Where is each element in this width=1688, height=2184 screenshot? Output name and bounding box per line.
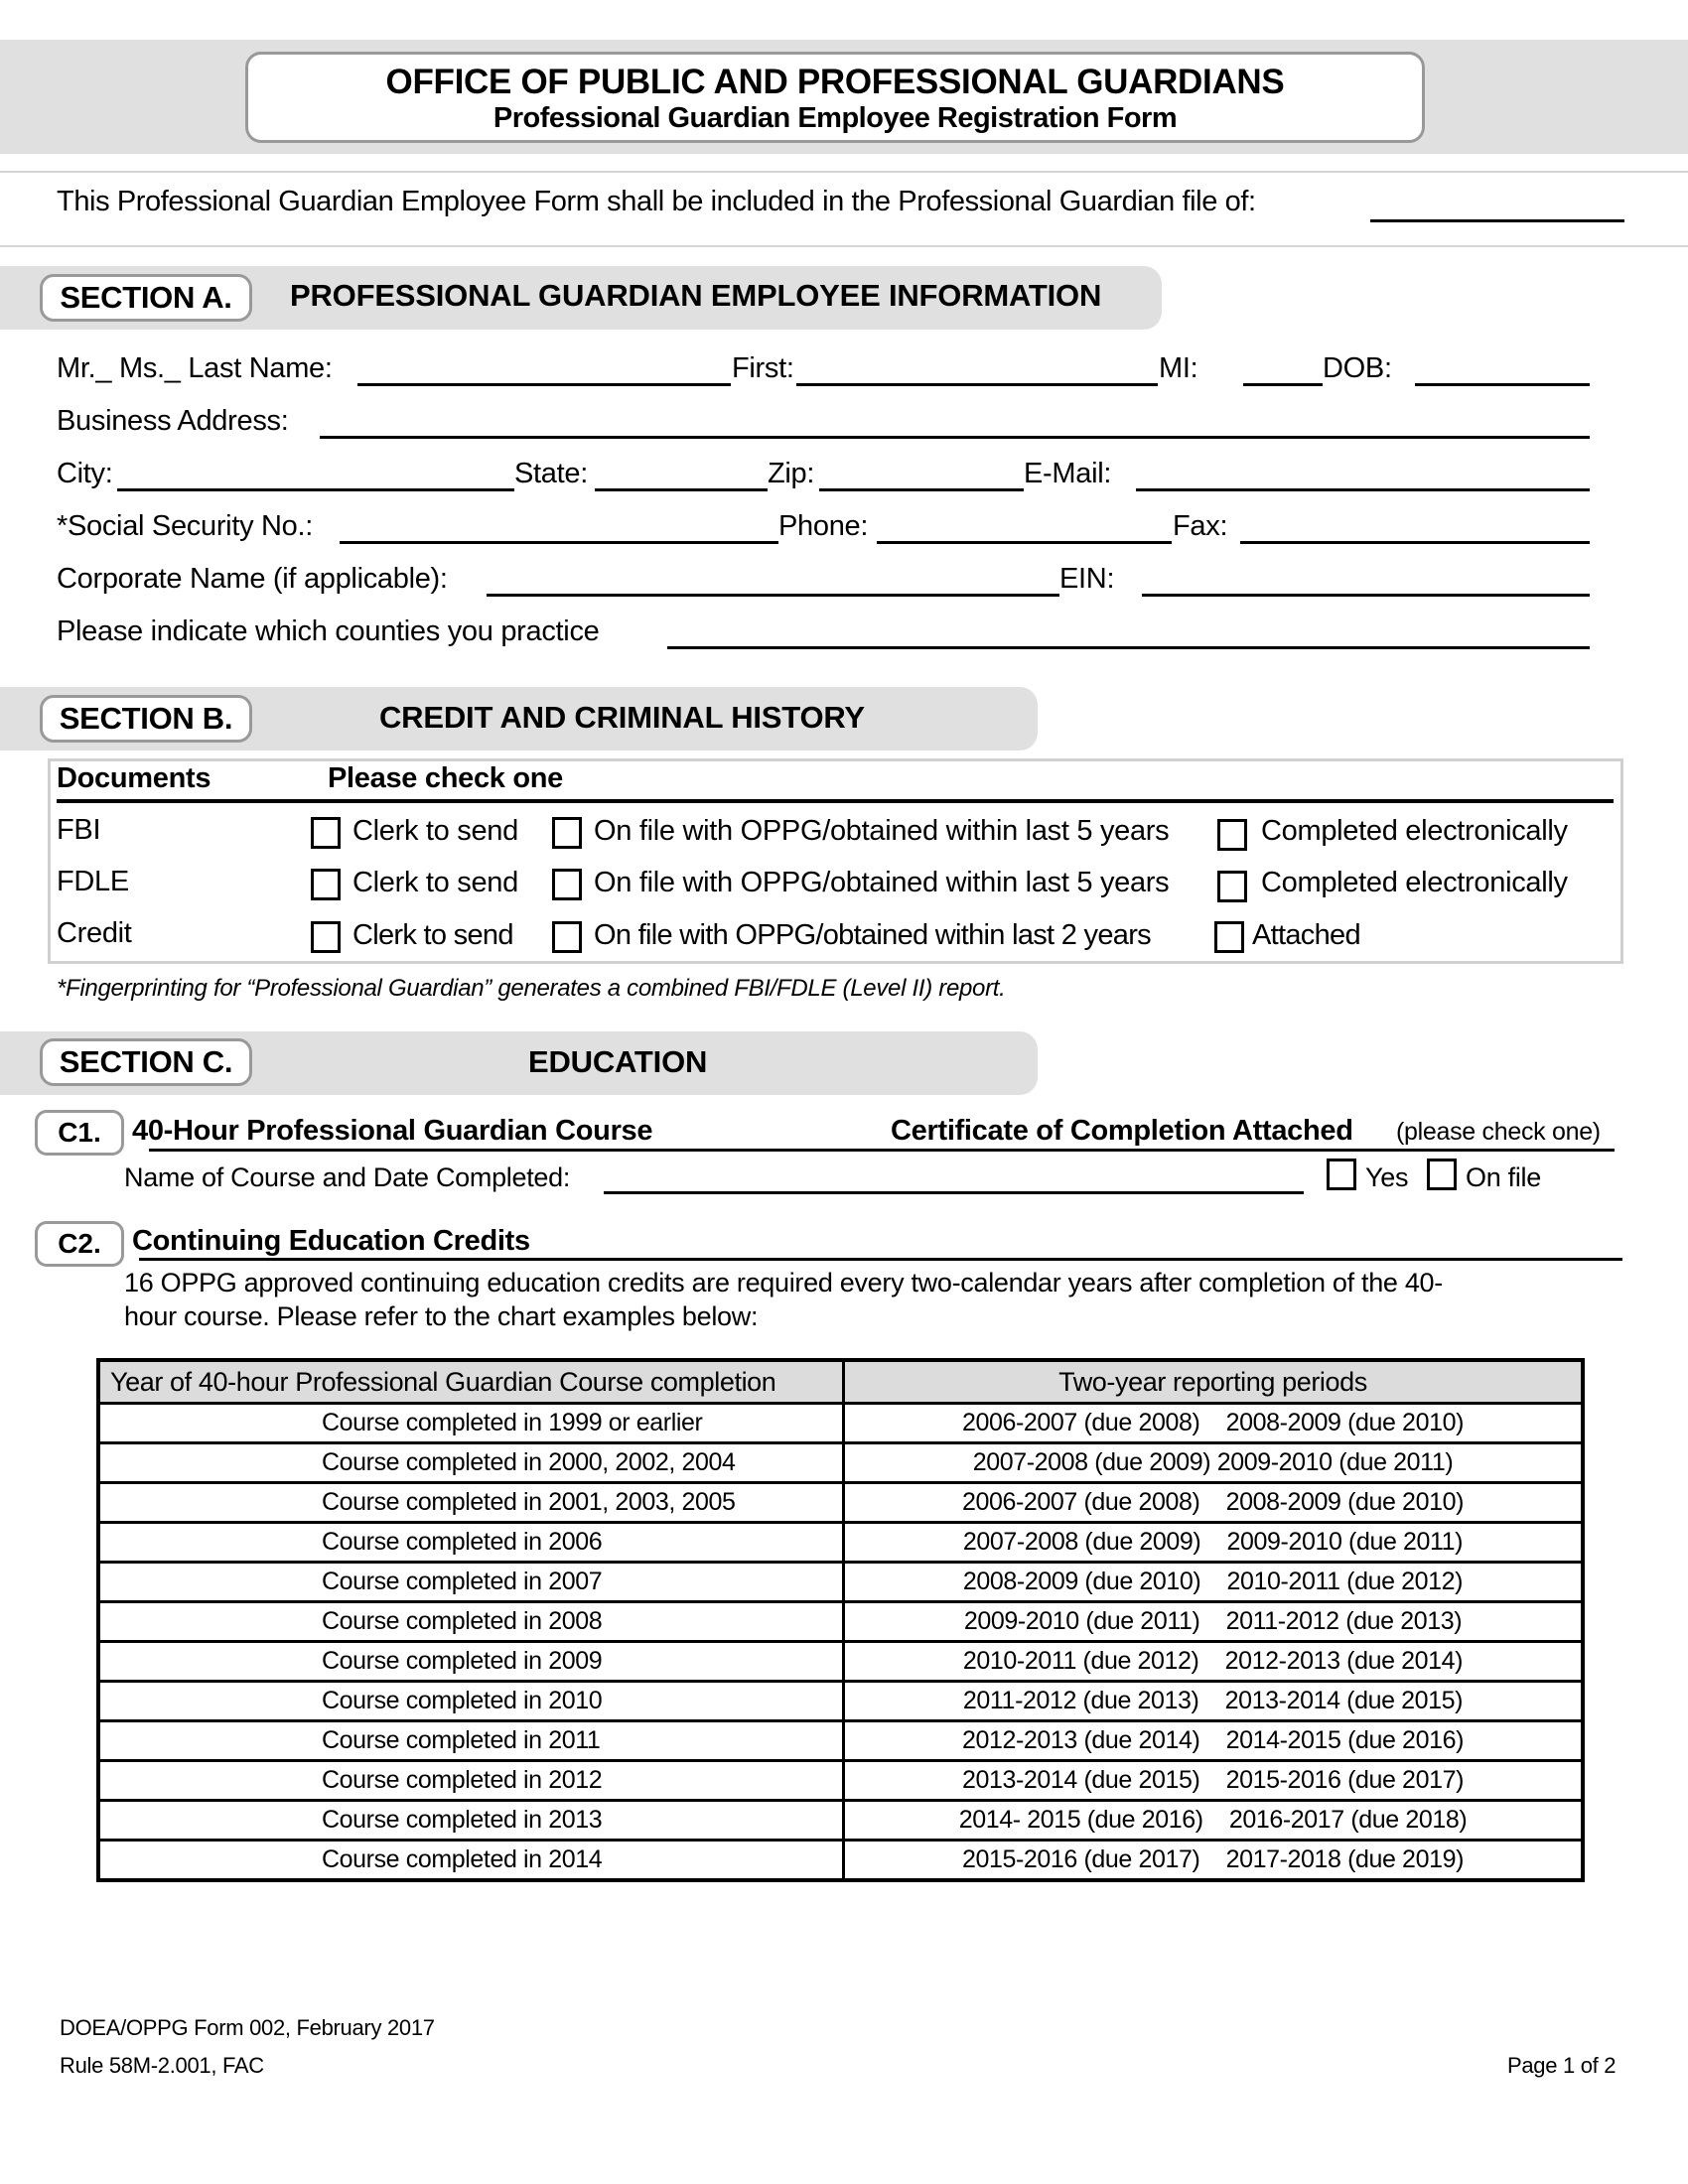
mi-field[interactable] [1243, 383, 1323, 386]
business-address-label: Business Address: [57, 405, 289, 437]
period-cell: 2010-2011 (due 2012) 2012-2013 (due 2014) [844, 1642, 1584, 1682]
c1-certificate-label: Certificate of Completion Attached [891, 1115, 1353, 1147]
counties-field[interactable] [667, 646, 1590, 649]
course-year-cell: Course completed in 2001, 2003, 2005 [98, 1483, 844, 1523]
first-name-label: First: [732, 352, 794, 384]
section-c-pill: SECTION C. [40, 1038, 252, 1086]
period-cell: 2015-2016 (due 2017) 2017-2018 (due 2019) [844, 1841, 1584, 1881]
fbi-electronic-checkbox[interactable] [1217, 819, 1247, 851]
form-subtitle: Professional Guardian Employee Registration Form [492, 102, 1178, 134]
guardian-file-field[interactable] [1370, 219, 1624, 222]
phone-field[interactable] [877, 541, 1172, 544]
state-label: State: [514, 458, 588, 489]
c2-rule [139, 1258, 1622, 1261]
table-row [98, 1563, 1583, 1602]
zip-label: Zip: [768, 458, 815, 489]
table-row [98, 1682, 1583, 1721]
certificate-yes-checkbox[interactable] [1327, 1159, 1356, 1190]
certificate-onfile-checkbox[interactable] [1427, 1159, 1457, 1190]
fax-field[interactable] [1240, 541, 1590, 544]
table-row [98, 1642, 1583, 1682]
period-cell: 2007-2008 (due 2009) 2009-2010 (due 2011) [844, 1443, 1584, 1483]
period-cell: 2013-2014 (due 2015) 2015-2016 (due 2017) [844, 1761, 1584, 1801]
c2-heading: Continuing Education Credits [132, 1225, 530, 1257]
doc-fdle: FDLE [57, 866, 129, 897]
c2-paragraph-line1: 16 OPPG approved continuing education credits are required every two-calendar years after completion of the 40- [124, 1268, 1443, 1297]
table-row [98, 1801, 1583, 1841]
course-year-cell: Course completed in 2009 [98, 1642, 844, 1682]
dob-label: DOB: [1323, 352, 1392, 384]
table-row [98, 1721, 1583, 1761]
dob-field[interactable] [1415, 383, 1590, 386]
fingerprint-footnote: *Fingerprinting for “Professional Guardian” generates a combined FBI/FDLE (Level II) report. [57, 975, 1006, 1002]
fdle-clerk-checkbox[interactable] [311, 869, 341, 900]
corporate-name-label: Corporate Name (if applicable): [57, 563, 448, 595]
table-row [98, 1602, 1583, 1642]
credit-onfile-checkbox[interactable] [552, 921, 582, 953]
form-title: OFFICE OF PUBLIC AND PROFESSIONAL GUARDIANS [385, 63, 1285, 101]
fdle-onfile-checkbox[interactable] [552, 869, 582, 900]
course-year-cell: Course completed in 2013 [98, 1801, 844, 1841]
period-cell: 2009-2010 (due 2011) 2011-2012 (due 2013) [844, 1602, 1584, 1642]
c1-pill: C1. [35, 1110, 124, 1156]
documents-header: Documents [57, 762, 211, 794]
city-field[interactable] [117, 488, 514, 491]
title-box [245, 52, 1425, 143]
table-header-row [98, 1360, 1583, 1404]
email-label: E-Mail: [1024, 458, 1112, 489]
state-field[interactable] [595, 488, 768, 491]
ssn-label: *Social Security No.: [57, 510, 314, 542]
period-cell: 2006-2007 (due 2008) 2008-2009 (due 2010) [844, 1483, 1584, 1523]
ssn-field[interactable] [340, 541, 778, 544]
certificate-onfile-label: On file [1466, 1162, 1541, 1192]
fax-label: Fax: [1173, 510, 1228, 542]
ein-field[interactable] [1142, 594, 1590, 597]
fbi-onfile-checkbox[interactable] [552, 817, 582, 849]
city-label: City: [57, 458, 113, 489]
course-name-field[interactable] [604, 1191, 1304, 1194]
credit-onfile-label: On file with OPPG/obtained within last 2 years [594, 919, 1151, 951]
section-c-title: EDUCATION [528, 1044, 708, 1079]
c2-paragraph-line2: hour course. Please refer to the chart examples below: [124, 1301, 759, 1331]
zip-field[interactable] [819, 488, 1024, 491]
page-number: Page 1 of 2 [1507, 2053, 1617, 2078]
period-cell: 2008-2009 (due 2010) 2010-2011 (due 2012) [844, 1563, 1584, 1602]
course-year-cell: Course completed in 2012 [98, 1761, 844, 1801]
doc-credit: Credit [57, 917, 132, 949]
last-name-label: Mr._ Ms._ Last Name: [57, 352, 333, 384]
course-year-cell: Course completed in 2008 [98, 1602, 844, 1642]
period-cell: 2007-2008 (due 2009) 2009-2010 (due 2011) [844, 1523, 1584, 1563]
fdle-electronic-label: Completed electronically [1261, 867, 1568, 898]
divider [0, 171, 1688, 173]
fbi-clerk-checkbox[interactable] [311, 817, 341, 849]
fdle-electronic-checkbox[interactable] [1217, 871, 1247, 902]
reporting-periods-table [96, 1358, 1585, 1882]
form-id: DOEA/OPPG Form 002, February 2017 [60, 2015, 435, 2040]
c1-rule [149, 1149, 1615, 1152]
rule-citation: Rule 58M-2.001, FAC [60, 2053, 264, 2078]
table-row [98, 1841, 1583, 1881]
fbi-clerk-label: Clerk to send [352, 815, 518, 847]
course-year-cell: Course completed in 2014 [98, 1841, 844, 1881]
email-field[interactable] [1136, 488, 1590, 491]
course-year-cell: Course completed in 2010 [98, 1682, 844, 1721]
counties-label: Please indicate which counties you practice [57, 615, 600, 647]
c2-pill: C2. [35, 1221, 124, 1267]
business-address-field[interactable] [320, 436, 1590, 439]
c1-check-note: (please check one) [1396, 1118, 1601, 1146]
period-cell: 2012-2013 (due 2014) 2014-2015 (due 2016) [844, 1721, 1584, 1761]
credit-clerk-checkbox[interactable] [311, 921, 341, 953]
mi-label: MI: [1159, 352, 1198, 384]
certificate-yes-label: Yes [1365, 1162, 1409, 1192]
credit-attached-label: Attached [1252, 919, 1360, 951]
first-name-field[interactable] [796, 383, 1158, 386]
credit-clerk-label: Clerk to send [352, 919, 513, 951]
section-a-title: PROFESSIONAL GUARDIAN EMPLOYEE INFORMATION [290, 278, 1102, 313]
fdle-clerk-label: Clerk to send [352, 867, 518, 898]
ein-label: EIN: [1059, 563, 1115, 595]
period-cell: 2006-2007 (due 2008) 2008-2009 (due 2010) [844, 1404, 1584, 1443]
course-year-cell: Course completed in 2006 [98, 1523, 844, 1563]
section-b-title: CREDIT AND CRIMINAL HISTORY [379, 700, 865, 735]
course-name-label: Name of Course and Date Completed: [124, 1162, 571, 1192]
period-cell: 2011-2012 (due 2013) 2013-2014 (due 2015) [844, 1682, 1584, 1721]
fbi-onfile-label: On file with OPPG/obtained within last 5 years [594, 815, 1170, 847]
table-row [98, 1443, 1583, 1483]
table-row [98, 1523, 1583, 1563]
intro-text: This Professional Guardian Employee Form shall be included in the Professional Guardian file of: [57, 186, 1256, 217]
check-one-header: Please check one [328, 762, 564, 794]
fdle-onfile-label: On file with OPPG/obtained within last 5 years [594, 867, 1170, 898]
last-name-field[interactable] [357, 383, 731, 386]
section-a-pill: SECTION A. [40, 274, 252, 322]
course-year-cell: Course completed in 2000, 2002, 2004 [98, 1443, 844, 1483]
course-year-cell: Course completed in 2007 [98, 1563, 844, 1602]
section-b-pill: SECTION B. [40, 695, 252, 743]
course-year-cell: Course completed in 2011 [98, 1721, 844, 1761]
col-header-periods: Two-year reporting periods [844, 1360, 1584, 1404]
doc-fbi: FBI [57, 814, 101, 846]
divider [0, 245, 1688, 247]
fbi-electronic-label: Completed electronically [1261, 815, 1568, 847]
table-header-rule [57, 799, 1614, 803]
c1-heading: 40-Hour Professional Guardian Course [132, 1115, 653, 1147]
corporate-name-field[interactable] [487, 594, 1059, 597]
phone-label: Phone: [778, 510, 869, 542]
table-row [98, 1761, 1583, 1801]
period-cell: 2014- 2015 (due 2016) 2016-2017 (due 2018) [844, 1801, 1584, 1841]
credit-attached-checkbox[interactable] [1214, 921, 1244, 953]
course-year-cell: Course completed in 1999 or earlier [98, 1404, 844, 1443]
table-row [98, 1404, 1583, 1443]
table-row [98, 1483, 1583, 1523]
col-header-year: Year of 40-hour Professional Guardian Course completion [98, 1360, 844, 1404]
